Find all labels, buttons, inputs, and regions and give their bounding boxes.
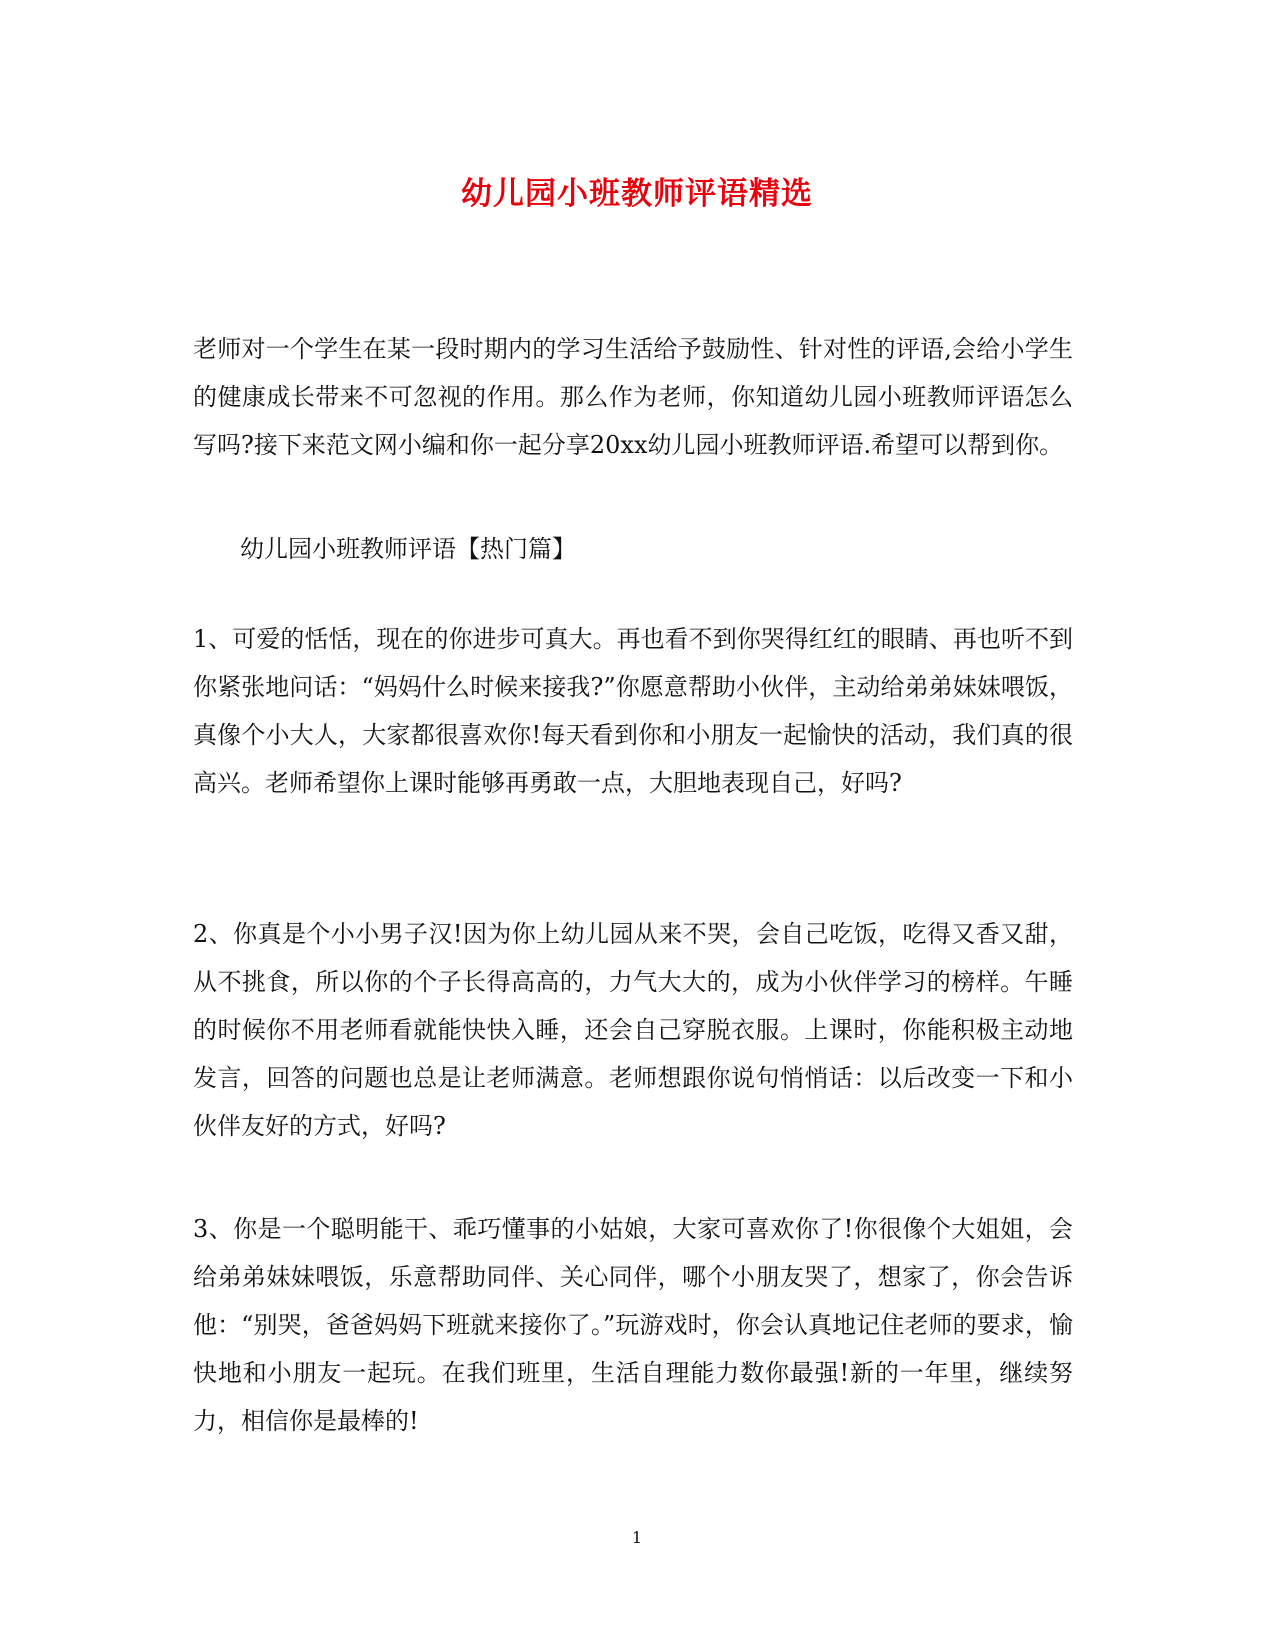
comment-paragraph-3: 3、你是一个聪明能干、乖巧懂事的小姑娘，大家可喜欢你了!你很像个大姐姐，会给弟弟妹妹喂饭，乐意帮助同伴、关心同伴，哪个小朋友哭了，想家了，你会告诉他：“别哭，爸爸妈妈下班就来接你了。”玩游戏时，你会认真地记住老师的要求，愉快地和小朋友一起玩。在我们班里，生活自理能力数你最强!新的一年里，继续努力，相信你是最棒的! bbox=[193, 1215, 1073, 1435]
comment-paragraph-1: 1、可爱的恬恬，现在的你进步可真大。再也看不到你哭得红红的眼睛、再也听不到你紧张地问话：“妈妈什么时候来接我?”你愿意帮助小伙伴，主动给弟弟妹妹喂饭，真像个小大人，大家都很喜欢你!每天看到你和小朋友一起愉快的活动，我们真的很高兴。老师希望你上课时能够再勇敢一点，大胆地表现自己，好吗? bbox=[193, 625, 1073, 797]
section-heading: 幼儿园小班教师评语【热门篇】 bbox=[240, 535, 576, 563]
comment-paragraph-2: 2、你真是个小小男子汉!因为你上幼儿园从来不哭，会自己吃饭，吃得又香又甜，从不挑食，所以你的个子长得高高的，力气大大的，成为小伙伴学习的榜样。午睡的时候你不用老师看就能快快入睡，还会自己穿脱衣服。上课时，你能积极主动地发言，回答的问题也总是让老师满意。老师想跟你说句悄悄话：以后改变一下和小伙伴友好的方式，好吗? bbox=[193, 920, 1073, 1140]
intro-paragraph: 老师对一个学生在某一段时期内的学习生活给予鼓励性、针对性的评语,会给小学生的健康成长带来不可忽视的作用。那么作为老师，你知道幼儿园小班教师评语怎么写吗?接下来范文网小编和你一起分享20xx幼儿园小班教师评语.希望可以帮到你。 bbox=[193, 335, 1073, 459]
page-number: 1 bbox=[631, 1528, 643, 1547]
document-title: 幼儿园小班教师评语精选 bbox=[461, 176, 813, 212]
